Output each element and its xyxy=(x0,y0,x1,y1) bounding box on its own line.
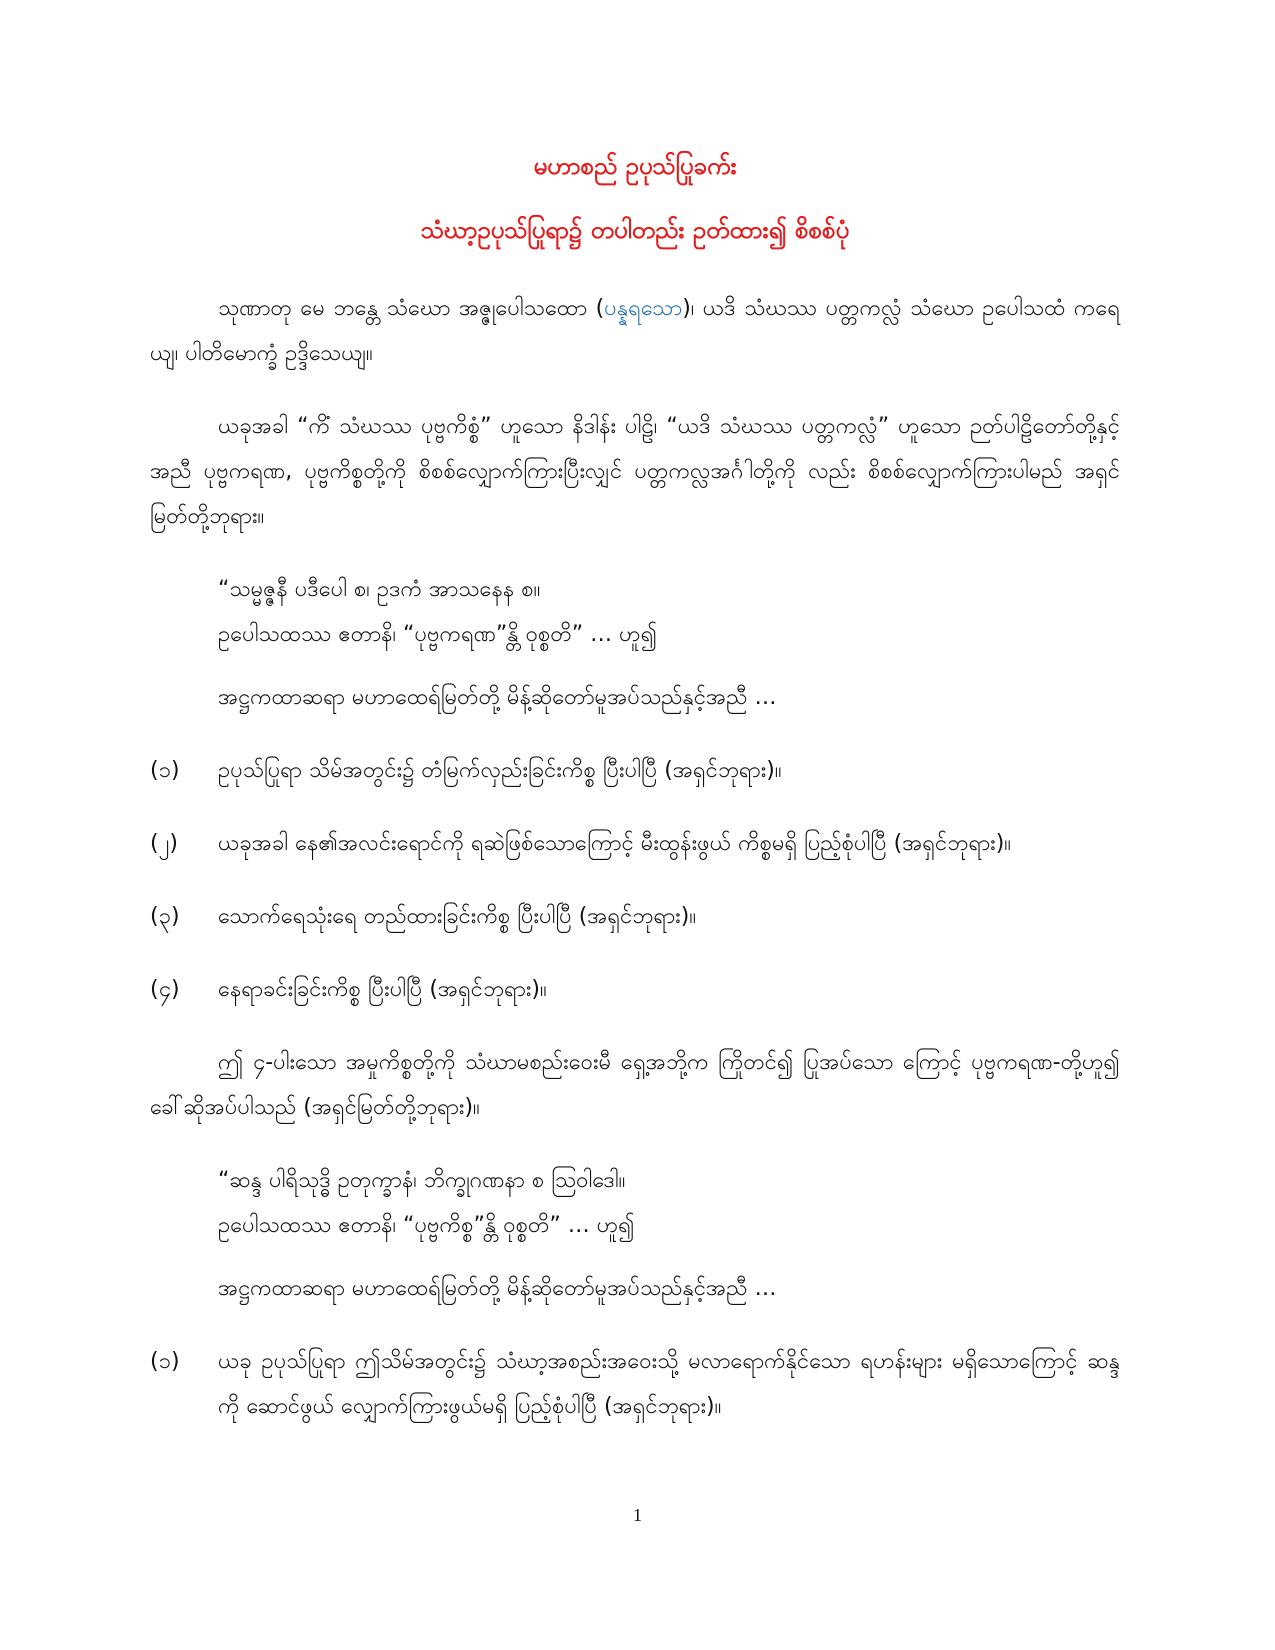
list-item xyxy=(150,1339,1120,1429)
list-item-number: (၃) xyxy=(150,904,180,929)
paragraph-2: ယခုအခါ “ကိံ သံဃဿ ပုဗ္ဗကိစ္စံ” ဟူသော နိဒါန်း ပါဠိ၊ “ယဒိ သံဃဿ ပတ္တကလ္လံ” ဟူသော ဉတ်ပါဠိတော်တို့နှင့်အညီ ပုဗ္ဗကရဏ, ပုဗ္ဗကိစ္စတို့ကို စိစစ်လျှောက်ကြားပြီးလျှင် ပတ္တကလ္လအင်္ဂါတို့ကို လည်း စိစစ်လျှောက်ကြားပါမည် အရှင်မြတ်တို့ဘုရား။ xyxy=(150,414,1120,529)
list-item-text: ဥပုသ်ပြုရာ သိမ်အတွင်း၌ တံမြက်လှည်းခြင်းကိစ္စ ပြီးပါပြီ (အရှင်ဘုရား)။ xyxy=(218,758,782,783)
list-item-number: (၄) xyxy=(150,977,180,1002)
verse-2-line-1: “ဆန္ဒ ပါရိသုဒ္ဓိ ဥတုက္ခာနံ၊ ဘိက္ခုဂဏနာ စ ဩဝါဒေါ။ xyxy=(218,1168,626,1193)
list-item-text: ယခု ဥပုသ်ပြုရာ ဤသိမ်အတွင်း၌ သံဃာ့အစည်းအဝေးသို့ မလာရောက်နိုင်သော ရဟန်းများ မရှိသောကြောင့် ဆန္ဒကို ဆောင်ဖွယ် လျှောက်ကြားဖွယ်မရှိ ပြည့်စုံပါပြီ (အရှင်ဘုရား)။ xyxy=(218,1349,1120,1419)
intro-1: အဋ္ဌကထာဆရာ မဟာထေရ်မြတ်တို့ မိန့်ဆိုတော်မူအပ်သည်နှင့်အညီ … xyxy=(218,685,777,710)
list-item-text: သောက်ရေသုံးရေ တည်ထားခြင်းကိစ္စ ပြီးပါပြီ (အရှင်ဘုရား)။ xyxy=(218,904,696,929)
list-item xyxy=(150,967,1120,1012)
document-title: မဟာစည် ဥပုသ်ပြုခက်း xyxy=(533,152,737,180)
verse-2-line-2: ဥပေါသထဿ ဧတာနိ၊ “ပုဗ္ဗကိစ္စ”န္တိ ဝုစ္စတိ” … ဟူ၍ xyxy=(218,1213,635,1238)
list-item xyxy=(150,748,1120,793)
document-page xyxy=(150,140,1120,1457)
list-item-number: (၁) xyxy=(150,758,180,783)
intro-2: အဋ္ဌကထာဆရာ မဟာထေရ်မြတ်တို့ မိန့်ဆိုတော်မူအပ်သည်နှင့်အညီ … xyxy=(218,1276,777,1301)
pannarasa-reference: ပန္နရသော xyxy=(604,296,683,321)
list-item-number: (၂) xyxy=(150,831,178,856)
verse-2 xyxy=(150,1158,1120,1248)
paragraph-1-text-a: သုဏာတု မေ ဘန္တေ သံဃော အဇ္ဇုပေါသထော ( xyxy=(218,296,605,321)
list-item-text: နေရာခင်းခြင်းကိစ္စ ပြီးပါပြီ (အရှင်ဘုရား)။ xyxy=(218,977,547,1002)
list-item-text: ယခုအခါ နေ၏အလင်းရောင်ကို ရဆဲဖြစ်သောကြောင့် မီးထွန်းဖွယ် ကိစ္စမရှိ ပြည့်စုံပါပြီ (အရှင်ဘုရား)။ xyxy=(218,831,1011,856)
paragraph-1 xyxy=(150,286,1120,376)
paragraph-3: ဤ ၄-ပါးသော အမှုကိစ္စတို့ကို သံဃာမစည်းဝေးမီ ရှေ့အဘို့က ကြိုတင်၍ ပြုအပ်သော ကြောင့် ပုဗ္ဗကရဏ-တို့ဟူ၍ ခေါ်ဆိုအပ်ပါသည် (အရှင်မြတ်တို့ဘုရား)။ xyxy=(150,1050,1120,1120)
list-item xyxy=(150,821,1120,866)
paragraph-1-text-b: )၊ ယဒိ သံဃဿ ပတ္တကလ္လံ သံဃော ဥပေါသထံ ကရေယျ၊ ပါတိမောက္ခံ ဥဒ္ဒိသေယျ။ xyxy=(150,296,1120,366)
document-subtitle: သံဃာ့ဥပုသ်ပြုရာ၌ တပါတည်း ဥတ်ထား၍ စိစစ်ပုံ xyxy=(420,216,850,244)
page-number: 1 xyxy=(633,1505,642,1525)
verse-1 xyxy=(150,567,1120,657)
list-item xyxy=(150,894,1120,939)
verse-1-line-2: ဥပေါသထဿ ဧတာနိ၊ “ပုဗ္ဗကရဏ”န္တိ ဝုစ္စတိ” … ဟူ၍ xyxy=(218,622,658,647)
list-item-number: (၁) xyxy=(150,1349,180,1374)
verse-1-line-1: “သမ္မဇ္ဇနီ ပဒီပေါ စ၊ ဥဒကံ အာသနေန စ။ xyxy=(218,577,541,602)
